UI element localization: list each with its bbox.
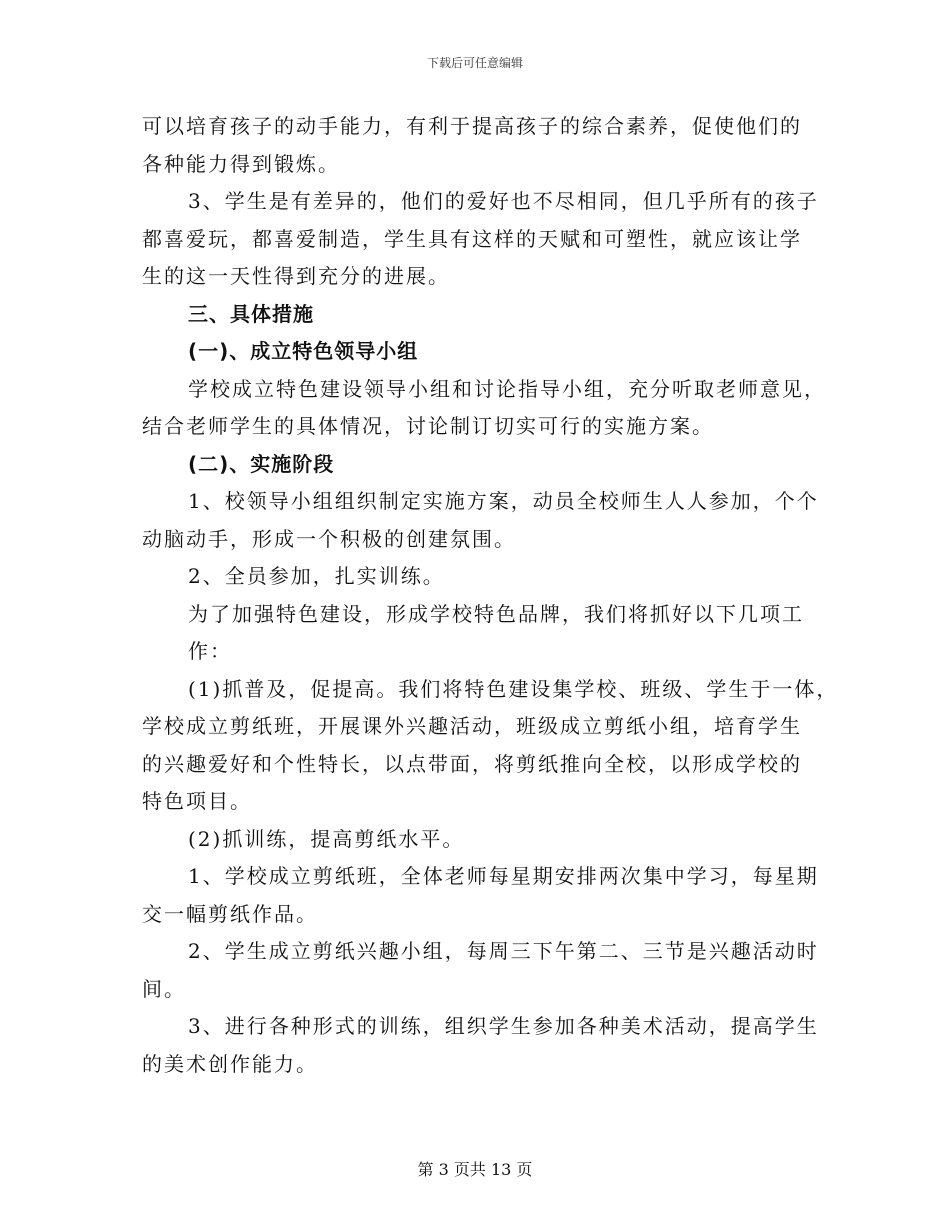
paragraph-line: 1、校领导小组组织制定实施方案，动员全校师生人人参加，个个 xyxy=(188,489,819,513)
paragraph-line: 可以培育孩子的动手能力，有利于提高孩子的综合素养，促使他们的 xyxy=(142,114,802,138)
document-body xyxy=(142,108,839,1083)
paragraph-line: 为了加强特色建设，形成学校特色品牌，我们将抓好以下几项工 xyxy=(188,601,804,626)
paragraph-line: 学校成立特色建设领导小组和讨论指导小组，充分听取老师意见， xyxy=(188,376,826,401)
paragraph-line: 特色项目。 xyxy=(142,789,252,813)
paragraph-line: 作： xyxy=(188,639,232,663)
paragraph-line: (1)抓普及，促提高。我们将特色建设集学校、班级、学生于一体， xyxy=(188,676,839,701)
paragraph-line: 的兴趣爱好和个性特长，以点带面，将剪纸推向全校，以形成学校的 xyxy=(142,751,802,776)
paragraph-line: 3、进行各种形式的训练，组织学生参加各种美术活动，提高学生 xyxy=(188,1014,819,1038)
paragraph-line: 1、学校成立剪纸班，全体老师每星期安排两次集中学习，每星期 xyxy=(188,864,819,888)
header-note: 下载后可任意编辑 xyxy=(426,56,523,70)
page-number: 第 3 页共 13 页 xyxy=(417,1160,533,1179)
section-heading: (一)、成立特色领导小组 xyxy=(188,339,419,363)
paragraph-line: (2)抓训练，提高剪纸水平。 xyxy=(188,826,465,851)
paragraph-line: 都喜爱玩，都喜爱制造，学生具有这样的天赋和可塑性，就应该让学 xyxy=(142,226,802,251)
paragraph-line: 间。 xyxy=(142,976,186,1001)
paragraph-line: 交一幅剪纸作品。 xyxy=(142,901,318,926)
paragraph-line: 生的这一天性得到充分的进展。 xyxy=(142,264,450,288)
section-heading: 三、具体措施 xyxy=(188,301,314,326)
section-heading: (二)、实施阶段 xyxy=(188,451,335,476)
paragraph-line: 动脑动手，形成一个积极的创建氛围。 xyxy=(142,526,516,551)
paragraph-line: 结合老师学生的具体情况，讨论制订切实可行的实施方案。 xyxy=(142,414,714,438)
paragraph-line: 2、学生成立剪纸兴趣小组，每周三下午第二、三节是兴趣活动时 xyxy=(188,939,819,963)
paragraph-line: 的美术创作能力。 xyxy=(142,1051,318,1076)
paragraph-line: 学校成立剪纸班，开展课外兴趣活动，班级成立剪纸小组，培育学生 xyxy=(142,714,802,738)
paragraph-line: 2、全员参加，扎实训练。 xyxy=(188,564,445,588)
paragraph-line: 各种能力得到锻炼。 xyxy=(142,151,340,176)
paragraph-line: 3、学生是有差异的，他们的爱好也不尽相同，但几乎所有的孩子 xyxy=(188,189,819,213)
